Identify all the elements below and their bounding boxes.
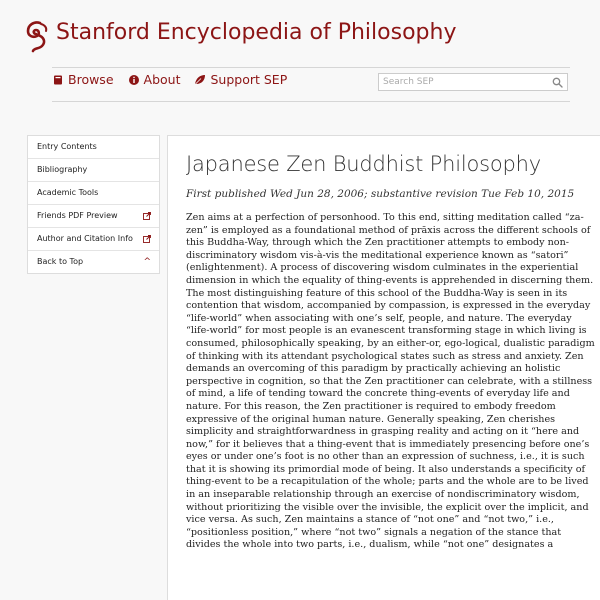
sidebar-item-author-citation[interactable] (28, 228, 159, 251)
entry-content (167, 135, 600, 600)
sidebar-item-friends-pdf-preview[interactable] (28, 205, 159, 228)
sidebar-item-label: Bibliography (37, 165, 88, 174)
main-nav (52, 72, 287, 87)
sidebar-item-label: Academic Tools (37, 188, 99, 197)
sidebar-item-back-to-top[interactable] (28, 251, 159, 273)
nav-support-label: Support SEP (210, 72, 288, 87)
search-input[interactable] (379, 77, 547, 87)
nav-about[interactable] (128, 72, 181, 87)
search-box (378, 73, 568, 91)
sidebar-item-label: Friends PDF Preview (37, 211, 118, 220)
sidebar-item-academic-tools[interactable] (28, 182, 159, 205)
sidebar-menu (27, 135, 160, 274)
sidebar-item-label: Entry Contents (37, 142, 97, 151)
sep-logo-icon[interactable] (24, 20, 50, 54)
site-header (0, 0, 600, 132)
sidebar-item-label: Back to Top (37, 257, 84, 266)
entry-preamble: Zen aims at a perfection of personhood. To this end, sitting meditation called “za-zen” is employed as a foundational method of prāxis across the different schools of this Buddha-Way, through which the Zen practitioner attempts to embody non-discriminatory wisdom vis-à-vis the meditational experience known as “satori” (enlightenment). A process of discovering wisdom culminates in the experiential dimension in which the equality of thing-events is apprehended in discerning them. The most distinguishing feature of this school of the Buddha-Way is seen in its contention that wisdom, accompanied by compassion, is expressed in the everyday “life-world” when associating with one’s self, people, and nature. The everyday “life-world” for most people is an evanescent transforming stage in which living is consumed, philosophically speaking, by an either-or, ego-logical, dualistic paradigm of thinking with its attendant psychological states such as stress and anxiety. Zen demands an overcoming of this paradigm by practically achieving an holistic perspective in cognition, so that the Zen practitioner can celebrate, with a stillness of mind, a life of tending toward the concrete thing-events of everyday life and nature. For this reason, the Zen practitioner is required to embody freedom expressive of the original human nature. Generally speaking, Zen cherishes simplicity and straightforwardness in grasping reality and acting on it “here and now,” for it believes that a thing-event that is immediately presencing before one’s eyes or under one’s foot is no other than an expression of suchness, i.e., it is such that it is showing its primordial mode of being. It also understands a specificity of thing-event to be a recapitulation of the whole; parts and the whole are to be lived in an inseparable relationship through an exercise of nondiscriminatory wisdom, without prioritizing the visible over the invisible, the explicit over the implicit, and vice versa. As such, Zen maintains a stance of “not one” and “not two,” i.e., “positionless position,” where “not two” signals a negation of the stance that divides the whole into two parts, i.e., dualism, while “not one” designates a (186, 212, 595, 551)
caret-up-icon: ^ (143, 257, 151, 267)
header-divider-top (52, 67, 570, 68)
nav-browse-label: Browse (68, 72, 114, 87)
publication-info: First published Wed Jun 28, 2006; substantive revision Tue Feb 10, 2015 (186, 188, 575, 200)
sidebar-item-label: Author and Citation Info (37, 234, 133, 243)
book-icon (52, 74, 64, 86)
nav-about-label: About (143, 72, 181, 87)
sidebar-item-entry-contents[interactable] (28, 136, 159, 159)
search-icon[interactable] (552, 77, 563, 88)
header-divider-bottom (52, 101, 570, 102)
nav-browse[interactable] (52, 72, 114, 87)
external-link-icon (143, 235, 151, 243)
leaf-icon (194, 74, 206, 86)
external-link-icon (143, 212, 151, 220)
nav-support[interactable] (194, 72, 287, 87)
info-icon (128, 74, 140, 86)
sidebar-item-bibliography[interactable] (28, 159, 159, 182)
site-title[interactable]: Stanford Encyclopedia of Philosophy (56, 20, 457, 45)
page-title: Japanese Zen Buddhist Philosophy (186, 152, 541, 176)
